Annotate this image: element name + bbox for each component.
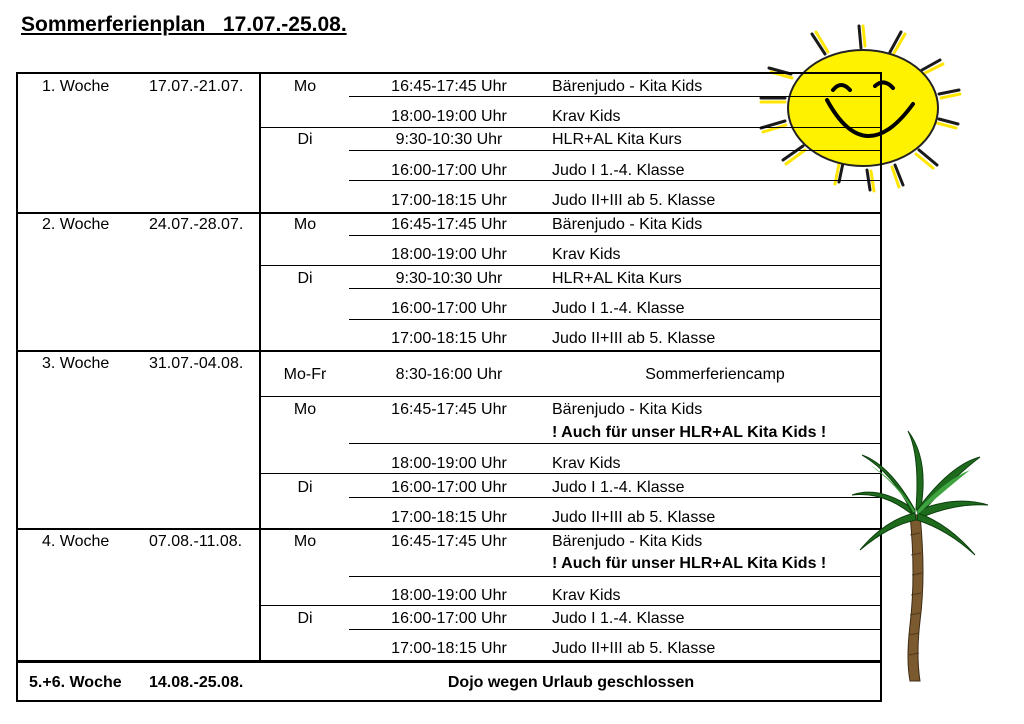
time-slot: 16:45-17:45 Uhr — [391, 401, 507, 418]
course-name: Judo II+III ab 5. Klasse — [552, 192, 716, 209]
closing-week-label: 5.+6. Woche — [29, 674, 122, 691]
week-dates: 24.07.-28.07. — [149, 216, 244, 233]
course-name: Judo I 1.-4. Klasse — [552, 162, 685, 179]
time-slot: 17:00-18:15 Uhr — [391, 330, 507, 347]
course-note: ! Auch für unser HLR+AL Kita Kids ! — [552, 424, 827, 441]
closing-text: Dojo wegen Urlaub geschlossen — [447, 674, 695, 691]
day-label: Mo — [293, 533, 317, 550]
day-label: Di — [297, 610, 313, 627]
course-name: Judo II+III ab 5. Klasse — [552, 509, 716, 526]
course-name: Judo II+III ab 5. Klasse — [552, 330, 716, 347]
camp-time: 8:30-16:00 Uhr — [395, 366, 503, 383]
camp-days: Mo-Fr — [283, 366, 327, 383]
course-name: Krav Kids — [552, 587, 621, 604]
time-slot: 18:00-19:00 Uhr — [391, 587, 507, 604]
time-slot: 9:30-10:30 Uhr — [395, 270, 503, 287]
course-name: Bärenjudo - Kita Kids — [552, 78, 703, 95]
week-label: 3. Woche — [42, 355, 110, 372]
day-label: Mo — [293, 78, 317, 95]
camp-name: Sommerferiencamp — [645, 366, 785, 383]
course-name: HLR+AL Kita Kurs — [552, 131, 682, 148]
week-label: 1. Woche — [42, 78, 110, 95]
time-slot: 16:00-17:00 Uhr — [391, 610, 507, 627]
time-slot: 18:00-19:00 Uhr — [391, 455, 507, 472]
day-label: Di — [297, 479, 313, 496]
day-label: Mo — [293, 401, 317, 418]
time-slot: 16:45-17:45 Uhr — [391, 216, 507, 233]
page-title: Sommerferienplan 17.07.-25.08. — [21, 13, 347, 36]
course-name: Judo I 1.-4. Klasse — [552, 300, 685, 317]
time-slot: 18:00-19:00 Uhr — [391, 108, 507, 125]
time-slot: 17:00-18:15 Uhr — [391, 640, 507, 657]
week-label: 4. Woche — [42, 533, 110, 550]
time-slot: 9:30-10:30 Uhr — [395, 131, 503, 148]
day-label: Di — [297, 270, 313, 287]
time-slot: 16:00-17:00 Uhr — [391, 300, 507, 317]
course-name: Judo I 1.-4. Klasse — [552, 479, 685, 496]
course-name: HLR+AL Kita Kurs — [552, 270, 682, 287]
time-slot: 16:00-17:00 Uhr — [391, 162, 507, 179]
course-name: Bärenjudo - Kita Kids — [552, 401, 703, 418]
course-name: Krav Kids — [552, 246, 621, 263]
time-slot: 17:00-18:15 Uhr — [391, 192, 507, 209]
week-label: 2. Woche — [42, 216, 110, 233]
palm-tree-icon — [850, 425, 990, 683]
course-name: Bärenjudo - Kita Kids — [552, 216, 703, 233]
course-name: Krav Kids — [552, 455, 621, 472]
course-name: Krav Kids — [552, 108, 621, 125]
time-slot: 16:45-17:45 Uhr — [391, 533, 507, 550]
week-dates: 07.08.-11.08. — [149, 533, 243, 550]
course-note: ! Auch für unser HLR+AL Kita Kids ! — [552, 555, 827, 572]
course-name: Judo II+III ab 5. Klasse — [552, 640, 716, 657]
time-slot: 18:00-19:00 Uhr — [391, 246, 507, 263]
closing-dates: 14.08.-25.08. — [149, 674, 244, 691]
day-label: Di — [297, 131, 313, 148]
course-name: Bärenjudo - Kita Kids — [552, 533, 703, 550]
day-label: Mo — [293, 216, 317, 233]
time-slot: 17:00-18:15 Uhr — [391, 509, 507, 526]
time-slot: 16:00-17:00 Uhr — [391, 479, 507, 496]
week-dates: 17.07.-21.07. — [149, 78, 244, 95]
course-name: Judo I 1.-4. Klasse — [552, 610, 685, 627]
week-dates: 31.07.-04.08. — [149, 355, 244, 372]
time-slot: 16:45-17:45 Uhr — [391, 78, 507, 95]
